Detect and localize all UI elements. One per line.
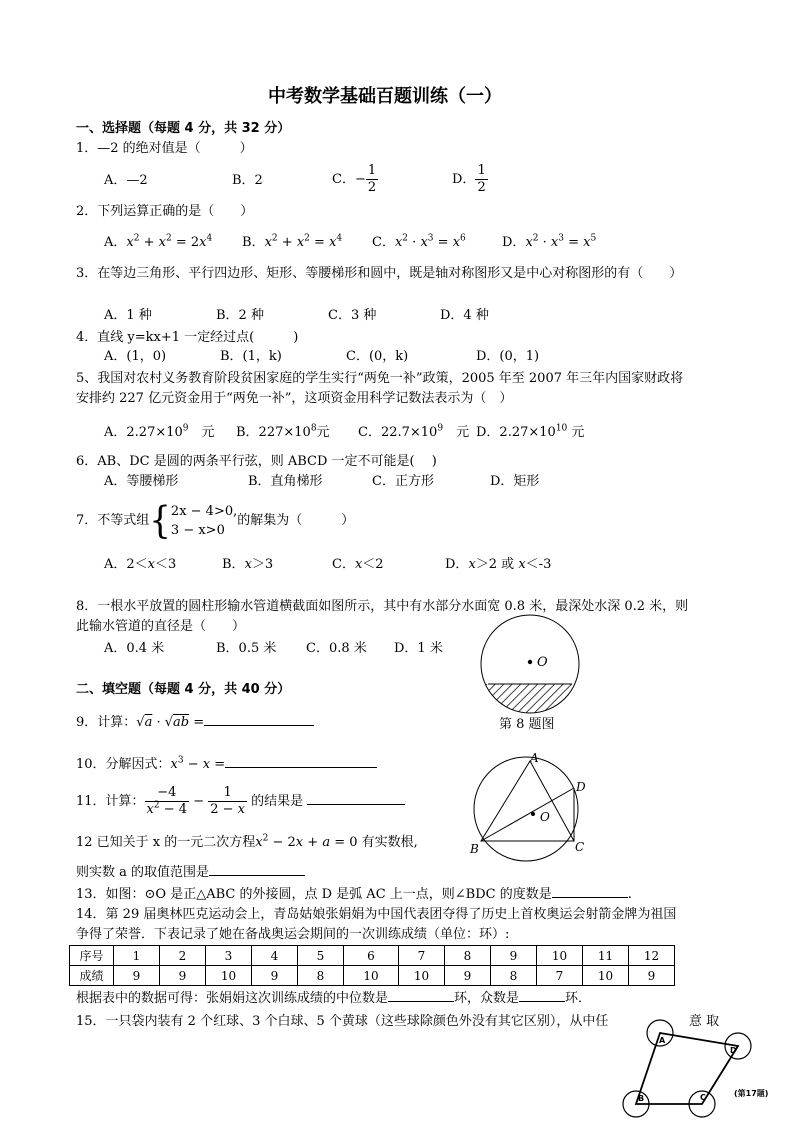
table-cell: 9 xyxy=(629,966,675,986)
table-cell: 10 xyxy=(399,966,445,986)
table-cell: 9 xyxy=(252,966,298,986)
q8-line2: 此输水管道的直径是（ ） xyxy=(76,619,246,634)
q4-option-b: B．(1，k) xyxy=(220,349,282,364)
center-label: O xyxy=(537,655,548,670)
table-cell: 4 xyxy=(252,946,298,966)
center-point xyxy=(531,812,535,816)
table-cell: 10 xyxy=(537,946,583,966)
table-cell: 11 xyxy=(583,946,629,966)
section-2-header: 二、填空题（每题 4 分，共 40 分） xyxy=(76,682,291,697)
table-cell: 9 xyxy=(445,966,491,986)
q2-option-b: B．$x^2 + x^2 = x^4$ xyxy=(242,233,343,250)
q4-stem: 4．直线 y=kx+1 一定经过点( ) xyxy=(76,330,299,345)
q3-option-a: A．1 种 xyxy=(104,308,152,323)
q13-figure xyxy=(470,752,600,862)
table-header-cell: 序号 xyxy=(70,946,114,966)
q4-option-c: C．(0，k) xyxy=(346,349,409,364)
q12-line1: 12 已知关于 x 的一元二次方程$x^2 - 2x + a = 0$ 有实数根, xyxy=(76,833,418,850)
q8-figure-caption: 第 8 题图 xyxy=(499,717,555,732)
q2-option-a: A．$x^2 + x^2 = 2x^4$ xyxy=(104,233,213,250)
table-cell: 6 xyxy=(344,946,399,966)
q6-stem: 6．AB、DC 是圆的两条平行弦，则 ABCD 一定不可能是( ) xyxy=(76,454,437,469)
q8-option-b: B．0.5 米 xyxy=(216,641,277,656)
q2-option-c: C．$x^2 \cdot x^3 = x^6$ xyxy=(372,233,466,250)
q1-option-c: C．− $\frac{1}{2}$ xyxy=(332,163,377,195)
q14-after-text: 根据表中的数据可得：张娟娟这次训练成绩的中位数是 环，众数是 环． xyxy=(76,991,592,1006)
q8-line1: 8．一根水平放置的圆柱形输水管道横截面如图所示，其中有水部分水面宽 0.8 米，最深处水深 0.2 米，则 xyxy=(76,599,689,614)
table-cell: 9 xyxy=(491,946,537,966)
quadrilateral xyxy=(636,1033,738,1104)
q6-option-a: A．等腰梯形 xyxy=(104,474,179,489)
q2-option-d: D．$x^2 \cdot x^3 = x^5$ xyxy=(502,233,597,250)
triangle-abc xyxy=(481,761,574,841)
q7-option-b: B．x＞3 xyxy=(222,557,274,572)
q1-option-a: A．—2 xyxy=(104,173,148,188)
q4-option-a: A．(1，0) xyxy=(104,349,167,364)
q5-option-c: C．$22.7\times 10^9$ 元 xyxy=(358,423,470,440)
table-cell: 12 xyxy=(629,946,675,966)
q6-option-c: C．正方形 xyxy=(372,474,434,489)
score-table xyxy=(69,945,675,986)
q9-stem: 9．计算：√a · √ab = xyxy=(76,714,314,732)
table-cell: 10 xyxy=(583,966,629,986)
label-o: O xyxy=(540,810,550,824)
q12-line2: 则实数 a 的取值范围是 xyxy=(76,864,305,882)
q7-option-d: D．x＞2 或 x＜-3 xyxy=(445,557,552,572)
q5-line1: 5、我国对农村义务教育阶段贫困家庭的学生实行“两免一补”政策，2005 年至 2007 年三年内国家财政将 xyxy=(76,371,684,386)
q8-option-c: C．0.8 米 xyxy=(306,641,367,656)
table-row xyxy=(70,966,675,986)
q7-option-c: C．x＜2 xyxy=(332,557,384,572)
table-cell: 7 xyxy=(399,946,445,966)
table-cell: 7 xyxy=(537,966,583,986)
table-cell: 10 xyxy=(344,966,399,986)
table-cell: 2 xyxy=(160,946,206,966)
q5-option-b: B．$227\times 10^8$元 xyxy=(236,423,330,440)
q6-option-d: D．矩形 xyxy=(490,474,540,489)
q8-option-a: A．0.4 米 xyxy=(104,641,165,656)
page-title: 中考数学基础百题训练（一） xyxy=(268,86,502,107)
label-d: D xyxy=(730,1046,737,1055)
table-cell: 8 xyxy=(445,946,491,966)
q13-stem: 13．如图：⊙O 是正△ABC 的外接圆，点 D 是弧 AC 上一点，则∠BDC 的度数是 . xyxy=(76,887,632,902)
q5-option-d: D．$2.27\times 10^{10}$ 元 xyxy=(476,423,585,440)
circumcircle xyxy=(474,757,578,861)
q1-stem: 1．—2 的绝对值是（ ） xyxy=(76,141,253,156)
label-c: C xyxy=(700,1093,706,1102)
q11-stem: 11．计算： $\frac{-4}{x^2 - 4}$ − $\frac{1}{2 - x}$ 的结果是 xyxy=(76,782,405,822)
label-b: B xyxy=(638,1094,645,1103)
q5-option-a: A．$2.27\times 10^9$ 元 xyxy=(104,423,215,440)
q4-option-d: D．(0，1) xyxy=(476,349,540,364)
q3-option-c: C．3 种 xyxy=(328,308,377,323)
q15-tail: 意 取 xyxy=(689,1014,720,1029)
label-c: C xyxy=(575,840,585,854)
table-cell: 9 xyxy=(160,966,206,986)
table-cell: 10 xyxy=(206,966,252,986)
q7-option-a: A．2＜x＜3 xyxy=(104,557,177,572)
q10-stem: 10．分解因式：$x^3 - x$ = xyxy=(76,756,377,774)
label-a: A xyxy=(659,1036,666,1045)
q3-option-b: B．2 种 xyxy=(216,308,264,323)
q6-option-b: B．直角梯形 xyxy=(248,474,323,489)
center-point xyxy=(528,660,532,664)
table-cell: 5 xyxy=(298,946,344,966)
q1-option-d: D． $\frac{1}{2}$ xyxy=(452,163,486,195)
table-cell: 8 xyxy=(491,966,537,986)
q14-line2: 争得了荣誉．下表记录了她在备战奥运会期间的一次训练成绩（单位：环）: xyxy=(76,927,510,942)
label-a: A xyxy=(530,751,539,765)
label-b: B xyxy=(470,842,479,856)
label-d: D xyxy=(576,780,586,794)
q3-option-d: D．4 种 xyxy=(440,308,489,323)
q2-stem: 2．下列运算正确的是（ ） xyxy=(76,204,254,219)
table-cell: 8 xyxy=(298,966,344,986)
q8-option-d: D．1 米 xyxy=(394,641,443,656)
q3-stem: 3．在等边三角形、平行四边形、矩形、等腰梯形和圆中，既是轴对称图形又是中心对称图形的有（ ） xyxy=(76,266,683,281)
table-cell: 3 xyxy=(206,946,252,966)
table-cell: 9 xyxy=(114,966,160,986)
figure-caption: (第17题) xyxy=(734,1089,769,1098)
q5-line2: 安排约 227 亿元资金用于“两免一补”，这项资金用科学记数法表示为（ ） xyxy=(76,391,513,406)
table-row xyxy=(70,946,675,966)
q14-line1: 14．第 29 届奥林匹克运动会上，青岛姑娘张娟娟为中国代表团夺得了历史上首枚奥运会射箭金牌为祖国 xyxy=(76,907,677,922)
q1-option-b: B．2 xyxy=(232,173,263,188)
q17-figure xyxy=(620,1016,770,1118)
q15-stem: 15．一只袋内装有 2 个红球、3 个白球、5 个黄球（这些球除颜色外没有其它区别），从中任 xyxy=(76,1014,609,1029)
table-header-cell: 成绩 xyxy=(70,966,114,986)
section-1-header: 一、选择题（每题 4 分，共 32 分） xyxy=(76,121,291,136)
q8-figure xyxy=(480,614,580,714)
table-cell: 1 xyxy=(114,946,160,966)
q7-stem: 7．不等式组{ 2x − 4>0, 3 − x>0 的解集为（ ） xyxy=(76,498,355,543)
